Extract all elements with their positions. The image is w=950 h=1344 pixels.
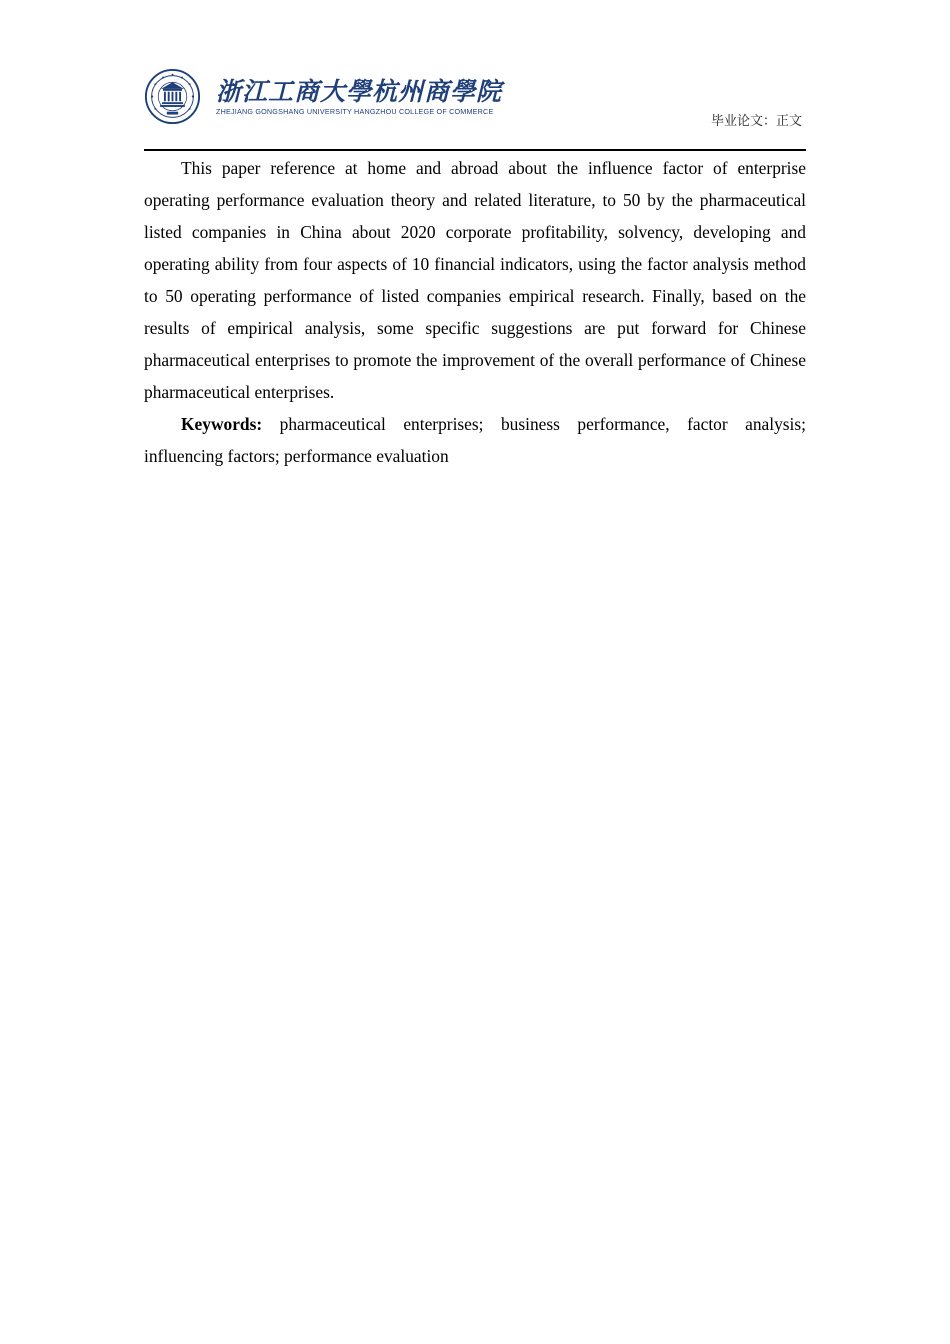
keywords-paragraph bbox=[144, 408, 806, 472]
abstract-content bbox=[144, 152, 806, 472]
university-seal-icon bbox=[144, 68, 201, 125]
keywords-label: Keywords: bbox=[181, 414, 263, 434]
keywords-text: pharmaceutical enterprises; business performance, factor analysis; influencing factors; performance evaluation bbox=[144, 414, 806, 466]
university-name-english: ZHEJIANG GONGSHANG UNIVERSITY HANGZHOU COLLEGE OF COMMERCE bbox=[216, 107, 494, 116]
abstract-body: This paper reference at home and abroad about the influence factor of enterprise operating performance evaluation theory and related literature, to 50 by the pharmaceutical listed companies in China about 2020 corporate profitability, solvency, developing and operating ability from four aspects of 10 financial indicators, using the factor analysis method to 50 operating performance of listed companies empirical research. Finally, based on the results of empirical analysis, some specific suggestions are put forward for Chinese pharmaceutical enterprises to promote the improvement of the overall performance of Chinese pharmaceutical enterprises. bbox=[144, 158, 806, 402]
page-header bbox=[144, 66, 806, 152]
header-rule bbox=[144, 149, 806, 151]
university-name-chinese: 浙江工商大學杭州商學院 bbox=[216, 77, 503, 106]
university-logo bbox=[144, 66, 503, 126]
university-wordmark bbox=[216, 78, 502, 117]
section-label: 毕业论文：正文 bbox=[710, 114, 802, 129]
